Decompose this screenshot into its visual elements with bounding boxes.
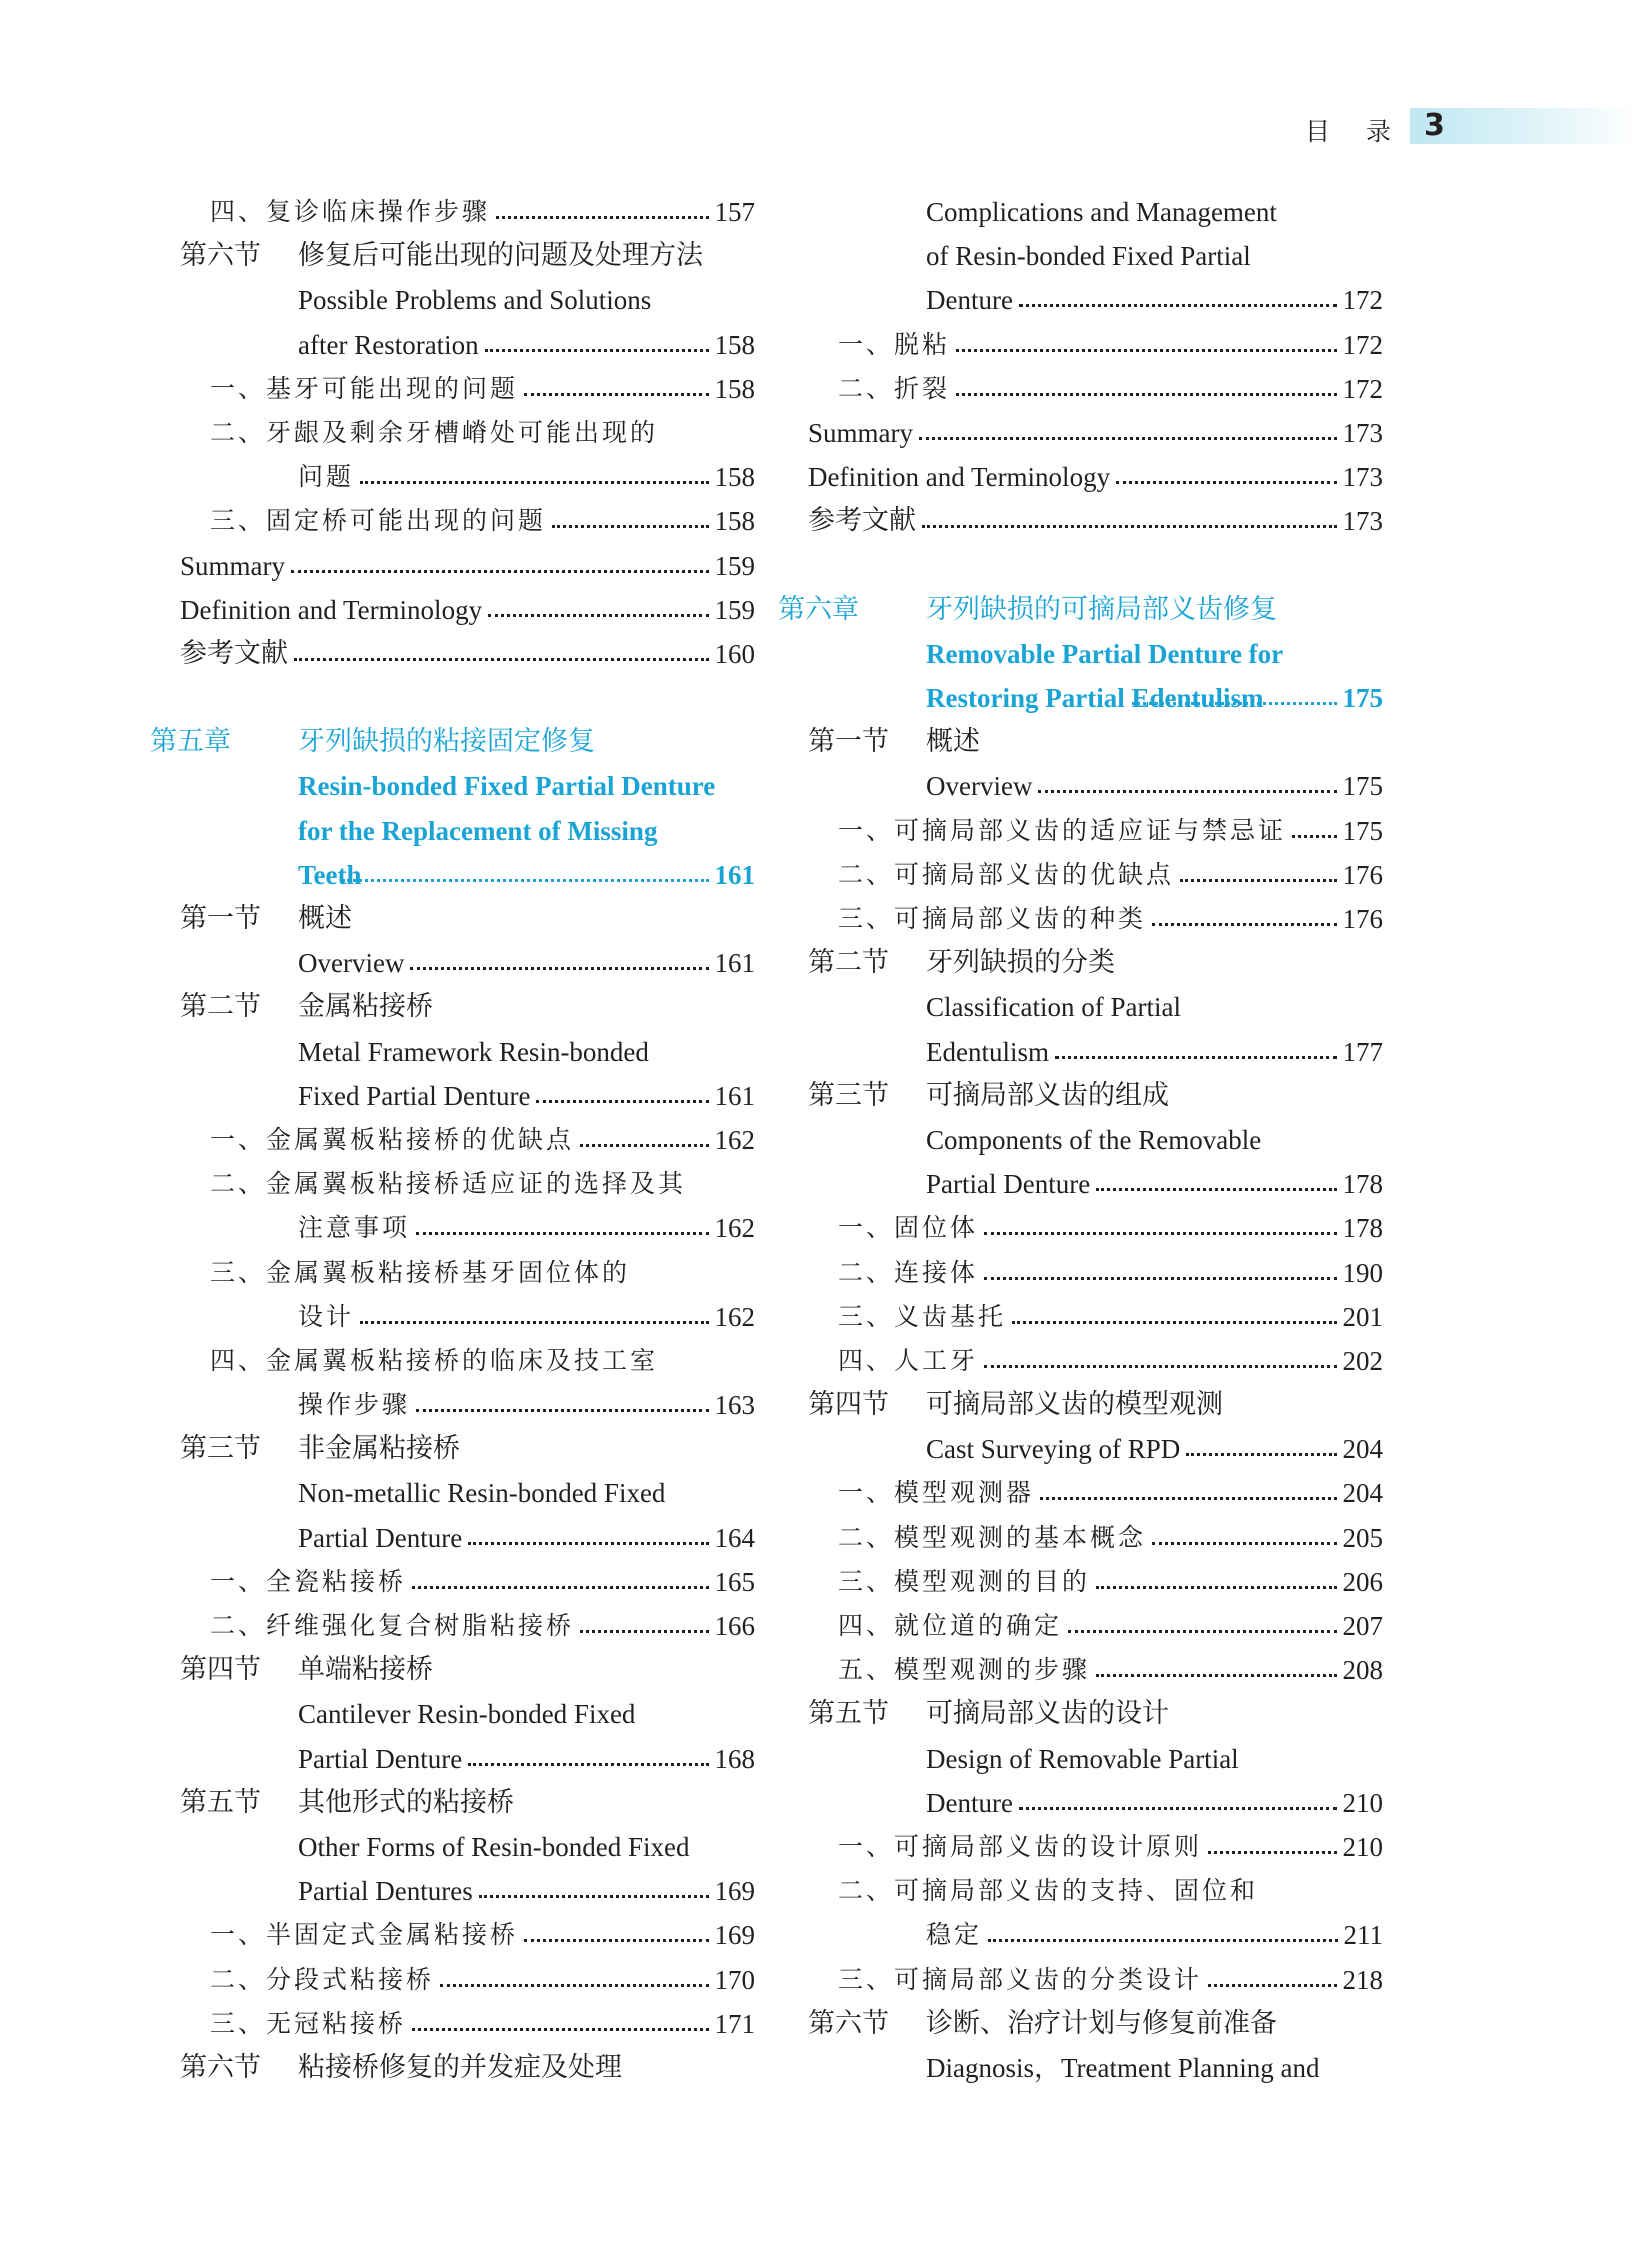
toc-entry-line[interactable] — [180, 1427, 755, 1471]
section-number: 第六节 — [180, 2051, 261, 2083]
toc-entry-line[interactable] — [808, 1560, 1383, 1604]
section-heading: Definition and Terminology — [180, 594, 483, 625]
page-number-ref: 177 — [1342, 1036, 1383, 1067]
dot-leader — [1096, 1586, 1336, 1589]
subsection-title: 二、折裂 — [838, 373, 951, 403]
dot-leader — [1096, 1188, 1336, 1191]
spacer — [180, 676, 755, 720]
section-number: 第五节 — [180, 1786, 261, 1818]
entry-text: Classification of Partial — [926, 992, 1181, 1023]
entry-text: Partial Dentures — [298, 1876, 473, 1907]
subsection-title: 二、分段式粘接桥 — [210, 1964, 435, 1994]
page-number-ref: 204 — [1342, 1434, 1383, 1465]
page-number-ref: 164 — [714, 1522, 755, 1553]
toc-entry-line[interactable] — [808, 1383, 1383, 1427]
dot-leader — [488, 614, 708, 617]
section-number: 第二节 — [808, 947, 889, 979]
toc-entry-line[interactable] — [180, 1118, 755, 1162]
section-title: 牙列缺损的分类 — [926, 947, 1115, 979]
section-number: 第六节 — [180, 240, 261, 272]
dot-leader — [1132, 702, 1337, 705]
page-number-ref: 204 — [1342, 1478, 1383, 1509]
toc-entry-line[interactable] — [180, 411, 755, 455]
page-header — [0, 108, 1638, 148]
page-number-ref: 172 — [1342, 329, 1383, 360]
dot-leader — [988, 1939, 1337, 1942]
subsection-title: 一、基牙可能出现的问题 — [210, 373, 519, 403]
chapter-english-title: Teeth — [298, 859, 362, 890]
dot-leader — [524, 1939, 708, 1942]
toc-entry-line[interactable] — [808, 897, 1383, 941]
toc-entry-line[interactable] — [808, 1825, 1383, 1869]
dot-leader — [580, 1144, 708, 1147]
toc-entry-line[interactable] — [180, 190, 755, 234]
dot-leader — [440, 1984, 708, 1987]
page-number-ref: 158 — [714, 329, 755, 360]
toc-entry-line[interactable] — [808, 367, 1383, 411]
toc-entry-line[interactable] — [180, 632, 755, 676]
page-number-ref: 159 — [714, 594, 755, 625]
subsection-title: 四、金属翼板粘接桥的临床及技工室 — [210, 1345, 659, 1375]
entry-text: Partial Denture — [926, 1169, 1091, 1200]
page-number-ref: 173 — [1342, 417, 1383, 448]
page-number-ref: 163 — [714, 1390, 755, 1421]
page-number-ref: 175 — [1342, 815, 1383, 846]
subsection-title: 二、可摘局部义齿的支持、固位和 — [838, 1876, 1259, 1906]
subsection-title: 一、全瓷粘接桥 — [210, 1566, 407, 1596]
toc-entry-line[interactable] — [808, 190, 1383, 234]
toc-entry-line[interactable] — [180, 1339, 755, 1383]
dot-leader — [479, 1895, 709, 1898]
page-number-ref: 162 — [714, 1124, 755, 1155]
toc-entry-line[interactable] — [808, 985, 1383, 1029]
toc-entry-line[interactable] — [808, 234, 1383, 278]
page-number-ref: 205 — [1342, 1522, 1383, 1553]
entry-text: Diagnosis，Treatment Planning and — [926, 2052, 1320, 2083]
dot-leader — [1180, 879, 1336, 882]
dot-leader — [1068, 1630, 1336, 1633]
dot-leader — [984, 1365, 1336, 1368]
dot-leader — [416, 1409, 708, 1412]
section-heading: Summary — [808, 417, 913, 448]
page-number-ref: 175 — [1342, 683, 1383, 714]
toc-entry-line[interactable] — [180, 2002, 755, 2046]
toc-entry-line[interactable] — [808, 1692, 1383, 1736]
toc-entry-line[interactable] — [808, 1869, 1383, 1913]
toc-entry-line[interactable] — [808, 1913, 1383, 1957]
chapter-english-title: for the Replacement of Missing — [298, 815, 658, 846]
dot-leader — [956, 393, 1336, 396]
header-page-tab — [1410, 108, 1638, 144]
page-number-ref: 158 — [714, 462, 755, 493]
dot-leader — [485, 349, 709, 352]
page-number-ref: 218 — [1342, 1964, 1383, 1995]
dot-leader — [984, 1232, 1336, 1235]
entry-text: Cast Surveying of RPD — [926, 1434, 1181, 1465]
subsection-title: 五、模型观测的步骤 — [838, 1655, 1091, 1685]
entry-text: 操作步骤 — [298, 1390, 411, 1420]
subsection-title: 二、连接体 — [838, 1257, 979, 1287]
toc-entry-line[interactable] — [180, 499, 755, 543]
subsection-title: 四、就位道的确定 — [838, 1611, 1063, 1640]
subsection-title: 三、可摘局部义齿的分类设计 — [838, 1964, 1203, 1994]
section-title: 可摘局部义齿的组成 — [926, 1079, 1169, 1111]
toc-entry-line[interactable] — [808, 1251, 1383, 1295]
page-number-ref: 176 — [1342, 859, 1383, 890]
toc-entry-line[interactable] — [180, 1737, 755, 1781]
dot-leader — [1019, 1807, 1337, 1810]
page-number-ref: 160 — [714, 638, 755, 669]
subsection-title: 一、固位体 — [838, 1213, 979, 1243]
section-title: 修复后可能出现的问题及处理方法 — [298, 240, 703, 272]
page-number-ref: 170 — [714, 1964, 755, 1995]
toc-entry-line[interactable] — [808, 323, 1383, 367]
dot-leader — [1096, 1674, 1336, 1677]
toc-entry-line[interactable] — [180, 1825, 755, 1869]
subsection-title: 三、义齿基托 — [838, 1301, 1007, 1331]
subsection-title: 一、脱粘 — [838, 329, 951, 359]
toc-entry-line[interactable] — [180, 1648, 755, 1692]
dot-leader — [1208, 1851, 1336, 1854]
page-number-ref: 159 — [714, 550, 755, 581]
toc-entry-line[interactable] — [808, 499, 1383, 543]
dot-leader — [1012, 1321, 1336, 1324]
subsection-title: 三、可摘局部义齿的种类 — [838, 904, 1147, 933]
toc-entry-line[interactable] — [180, 367, 755, 411]
entry-text: Complications and Management — [926, 197, 1277, 227]
entry-text: 稳定 — [926, 1920, 983, 1950]
dot-leader — [1040, 1497, 1336, 1500]
entry-text: after Restoration — [298, 329, 479, 360]
section-title: 可摘局部义齿的模型观测 — [926, 1389, 1223, 1421]
dot-leader — [919, 437, 1337, 440]
entry-text: Overview — [926, 771, 1033, 802]
toc-entry-line[interactable] — [808, 720, 1383, 764]
toc-entry-line[interactable] — [180, 897, 755, 941]
page-number-ref: 161 — [714, 948, 755, 979]
page-number-ref: 178 — [1342, 1169, 1383, 1200]
toc-entry-line[interactable] — [180, 1030, 755, 1074]
page-number-ref: 161 — [714, 1080, 755, 1111]
section-number: 第三节 — [180, 1433, 261, 1465]
page-number: 3 — [1424, 108, 1445, 143]
toc-entry-line[interactable] — [180, 1913, 755, 1957]
page-number-ref: 172 — [1342, 285, 1383, 316]
dot-leader — [580, 1630, 708, 1633]
toc-right-column — [778, 190, 1383, 2090]
section-number: 第一节 — [180, 903, 261, 934]
page-number-ref: 190 — [1342, 1257, 1383, 1288]
toc-entry-line[interactable] — [808, 941, 1383, 985]
entry-text: Overview — [298, 948, 405, 979]
chapter-english-title: Resin-bonded Fixed Partial Denture — [298, 771, 716, 802]
dot-leader — [468, 1542, 708, 1545]
page-number-ref: 206 — [1342, 1566, 1383, 1597]
dot-leader — [1208, 1984, 1336, 1987]
section-title: 其他形式的粘接桥 — [298, 1786, 514, 1818]
subsection-title: 一、模型观测器 — [838, 1478, 1035, 1508]
chapter-english-title: Removable Partial Denture for — [926, 638, 1284, 669]
dot-leader — [1038, 790, 1336, 793]
dot-leader — [552, 525, 708, 528]
page-number-ref: 210 — [1342, 1787, 1383, 1818]
page-number-ref: 158 — [714, 506, 755, 537]
toc-entry-line[interactable] — [180, 1383, 755, 1427]
dot-leader — [1152, 923, 1336, 926]
section-number: 第二节 — [180, 991, 261, 1023]
toc-entry-line[interactable] — [180, 1604, 755, 1648]
section-title: 概述 — [298, 903, 352, 934]
chapter-entry-line[interactable] — [180, 809, 755, 853]
section-number: 第三节 — [808, 1079, 889, 1111]
page-number-ref: 158 — [714, 373, 755, 404]
chapter-number: 第六章 — [778, 593, 859, 625]
entry-text: Non-metallic Resin-bonded Fixed — [298, 1478, 666, 1509]
chapter-entry-line[interactable] — [180, 764, 755, 808]
toc-entry-line[interactable] — [808, 1295, 1383, 1339]
dot-leader — [1186, 1453, 1336, 1456]
section-title: 粘接桥修复的并发症及处理 — [298, 2051, 622, 2083]
page-number-ref: 201 — [1342, 1301, 1383, 1332]
dot-leader — [496, 216, 708, 219]
toc-entry-line[interactable] — [180, 1869, 755, 1913]
page-number-ref: 175 — [1342, 771, 1383, 802]
toc-entry-line[interactable] — [180, 1162, 755, 1206]
page-number-ref: 207 — [1342, 1611, 1383, 1641]
page-number-ref: 171 — [714, 2008, 755, 2039]
section-number: 第六节 — [808, 2007, 889, 2039]
chapter-entry-line[interactable] — [150, 720, 755, 764]
toc-entry-line[interactable] — [180, 1958, 755, 2002]
toc-entry-line[interactable] — [180, 323, 755, 367]
toc-entry-line[interactable] — [808, 1427, 1383, 1471]
subsection-title: 一、可摘局部义齿的设计原则 — [838, 1831, 1203, 1861]
spacer — [808, 544, 1383, 588]
page-number-ref: 202 — [1342, 1345, 1383, 1376]
entry-text: Fixed Partial Denture — [298, 1080, 531, 1111]
toc-entry-line[interactable] — [808, 1471, 1383, 1515]
subsection-title: 二、纤维强化复合树脂粘接桥 — [210, 1611, 575, 1640]
toc-entry-line[interactable] — [180, 2046, 755, 2090]
subsection-title: 一、金属翼板粘接桥的优缺点 — [210, 1124, 575, 1154]
page-number-ref: 169 — [714, 1876, 755, 1907]
chapter-title: 牙列缺损的可摘局部义齿修复 — [926, 593, 1277, 625]
section-number: 第一节 — [808, 726, 889, 758]
section-title: 概述 — [926, 726, 980, 758]
toc-entry-line[interactable] — [180, 1692, 755, 1736]
dot-leader — [360, 481, 708, 484]
page-number-ref: 166 — [714, 1611, 755, 1641]
subsection-title: 二、金属翼板粘接桥适应证的选择及其 — [210, 1169, 687, 1199]
page-number-ref: 172 — [1342, 373, 1383, 404]
dot-leader — [922, 525, 1337, 528]
toc-entry-line[interactable] — [180, 278, 755, 322]
chapter-entry-line[interactable] — [180, 853, 755, 897]
entry-text: Edentulism — [926, 1036, 1049, 1067]
dot-leader — [1292, 835, 1336, 838]
entry-text: Partial Denture — [298, 1522, 463, 1553]
chapter-entry-line[interactable] — [808, 676, 1383, 720]
chapter-title: 牙列缺损的粘接固定修复 — [298, 726, 595, 758]
toc-entry-line[interactable] — [808, 1958, 1383, 2002]
section-title: 诊断、治疗计划与修复前准备 — [926, 2007, 1277, 2039]
toc-entry-line[interactable] — [180, 234, 755, 278]
page-number-ref: 169 — [714, 1920, 755, 1951]
page-number-ref: 168 — [714, 1743, 755, 1774]
dot-leader — [1116, 481, 1336, 484]
toc-entry-line[interactable] — [180, 941, 755, 985]
dot-leader — [291, 570, 709, 573]
page-number-ref: 173 — [1342, 506, 1383, 537]
toc-entry-line[interactable] — [808, 278, 1383, 322]
page-number-ref: 162 — [714, 1213, 755, 1244]
section-title: 非金属粘接桥 — [298, 1433, 460, 1465]
toc-entry-line[interactable] — [180, 1560, 755, 1604]
header-title: 目 录 — [1305, 117, 1405, 146]
section-heading: Summary — [180, 550, 285, 581]
section-number: 第四节 — [808, 1389, 889, 1421]
toc-entry-line[interactable] — [808, 1516, 1383, 1560]
toc-entry-line[interactable] — [808, 1737, 1383, 1781]
dot-leader — [410, 967, 708, 970]
toc-entry-line[interactable] — [808, 1162, 1383, 1206]
chapter-entry-line[interactable] — [808, 632, 1383, 676]
toc-entry-line[interactable] — [180, 985, 755, 1029]
subsection-title: 二、可摘局部义齿的优缺点 — [838, 859, 1175, 889]
toc-entry-line[interactable] — [808, 853, 1383, 897]
page-number-ref: 210 — [1342, 1831, 1383, 1862]
page-number-ref: 165 — [714, 1566, 755, 1597]
toc-entry-line[interactable] — [808, 1118, 1383, 1162]
dot-leader — [524, 393, 708, 396]
page-number-ref: 208 — [1342, 1655, 1383, 1686]
section-number: 第四节 — [180, 1654, 261, 1686]
toc-entry-line[interactable] — [808, 1206, 1383, 1250]
subsection-title: 四、复诊临床操作步骤 — [210, 197, 491, 226]
toc-entry-line[interactable] — [808, 1074, 1383, 1118]
entry-text: of Resin-bonded Fixed Partial — [926, 241, 1251, 272]
entry-text: Metal Framework Resin-bonded — [298, 1036, 649, 1067]
page-number-ref: 176 — [1342, 904, 1383, 934]
toc-entry-line[interactable] — [808, 1781, 1383, 1825]
toc-entry-line[interactable] — [180, 544, 755, 588]
toc-entry-line[interactable] — [808, 1030, 1383, 1074]
entry-text: 问题 — [298, 462, 355, 492]
toc-entry-line[interactable] — [808, 2002, 1383, 2046]
toc-entry-line[interactable] — [808, 2046, 1383, 2090]
chapter-english-title: Restoring Partial Edentulism — [926, 683, 1264, 714]
toc-entry-line[interactable] — [180, 1206, 755, 1250]
entry-text: Denture — [926, 1787, 1013, 1818]
toc-entry-line[interactable] — [180, 1781, 755, 1825]
subsection-title: 二、模型观测的基本概念 — [838, 1522, 1147, 1552]
entry-text: 设计 — [298, 1301, 355, 1331]
toc-entry-line[interactable] — [180, 588, 755, 632]
entry-text: Partial Denture — [298, 1743, 463, 1774]
chapter-entry-line[interactable] — [778, 588, 1383, 632]
toc-entry-line[interactable] — [808, 411, 1383, 455]
dot-leader — [294, 658, 709, 661]
toc-entry-line[interactable] — [180, 1516, 755, 1560]
entry-text: Cantilever Resin-bonded Fixed — [298, 1699, 636, 1730]
subsection-title: 三、固定桥可能出现的问题 — [210, 506, 547, 536]
page-number-ref: 157 — [714, 197, 755, 227]
section-heading: 参考文献 — [808, 505, 916, 537]
toc-entry-line[interactable] — [180, 1251, 755, 1295]
section-number: 第五节 — [808, 1698, 889, 1730]
section-heading: Definition and Terminology — [808, 462, 1111, 493]
entry-text: 注意事项 — [298, 1213, 411, 1243]
dot-leader — [956, 349, 1336, 352]
dot-leader — [342, 879, 709, 882]
toc-entry-line[interactable] — [180, 1295, 755, 1339]
dot-leader — [412, 1586, 708, 1589]
entry-text: Possible Problems and Solutions — [298, 285, 652, 316]
subsection-title: 三、模型观测的目的 — [838, 1566, 1091, 1596]
page-number-ref: 211 — [1343, 1920, 1383, 1951]
entry-text: Components of the Removable — [926, 1124, 1262, 1155]
section-heading: 参考文献 — [180, 637, 288, 669]
page-number-ref: 162 — [714, 1301, 755, 1332]
chapter-number: 第五章 — [150, 726, 231, 758]
subsection-title: 二、牙龈及剩余牙槽嵴处可能出现的 — [210, 417, 659, 447]
toc-entry-line[interactable] — [808, 455, 1383, 499]
entry-text: Denture — [926, 285, 1013, 316]
subsection-title: 四、人工牙 — [838, 1345, 979, 1375]
dot-leader — [536, 1100, 708, 1103]
dot-leader — [416, 1232, 708, 1235]
toc-left-column — [150, 190, 755, 2090]
page-number-ref: 173 — [1342, 462, 1383, 493]
dot-leader — [1055, 1056, 1337, 1059]
toc-entry-line[interactable] — [808, 1604, 1383, 1648]
subsection-title: 三、金属翼板粘接桥基牙固位体的 — [210, 1257, 631, 1287]
toc-entry-line[interactable] — [808, 809, 1383, 853]
dot-leader — [468, 1763, 708, 1766]
subsection-title: 一、半固定式金属粘接桥 — [210, 1920, 519, 1950]
toc-entry-line[interactable] — [180, 1471, 755, 1515]
toc-entry-line[interactable] — [808, 1648, 1383, 1692]
toc-entry-line[interactable] — [808, 764, 1383, 808]
section-title: 单端粘接桥 — [298, 1654, 433, 1686]
page-number-ref: 178 — [1342, 1213, 1383, 1244]
entry-text: Other Forms of Resin-bonded Fixed — [298, 1831, 690, 1862]
dot-leader — [984, 1277, 1336, 1280]
subsection-title: 一、可摘局部义齿的适应证与禁忌证 — [838, 815, 1287, 845]
section-title: 金属粘接桥 — [298, 991, 433, 1023]
section-title: 可摘局部义齿的设计 — [926, 1698, 1169, 1730]
entry-text: Design of Removable Partial — [926, 1743, 1239, 1774]
toc-entry-line[interactable] — [180, 1074, 755, 1118]
toc-entry-line[interactable] — [180, 455, 755, 499]
toc-entry-line[interactable] — [808, 1339, 1383, 1383]
dot-leader — [1152, 1542, 1336, 1545]
page-number-ref: 161 — [714, 859, 755, 890]
subsection-title: 三、无冠粘接桥 — [210, 2008, 407, 2038]
dot-leader — [1019, 304, 1337, 307]
dot-leader — [360, 1321, 708, 1324]
dot-leader — [412, 2028, 708, 2031]
